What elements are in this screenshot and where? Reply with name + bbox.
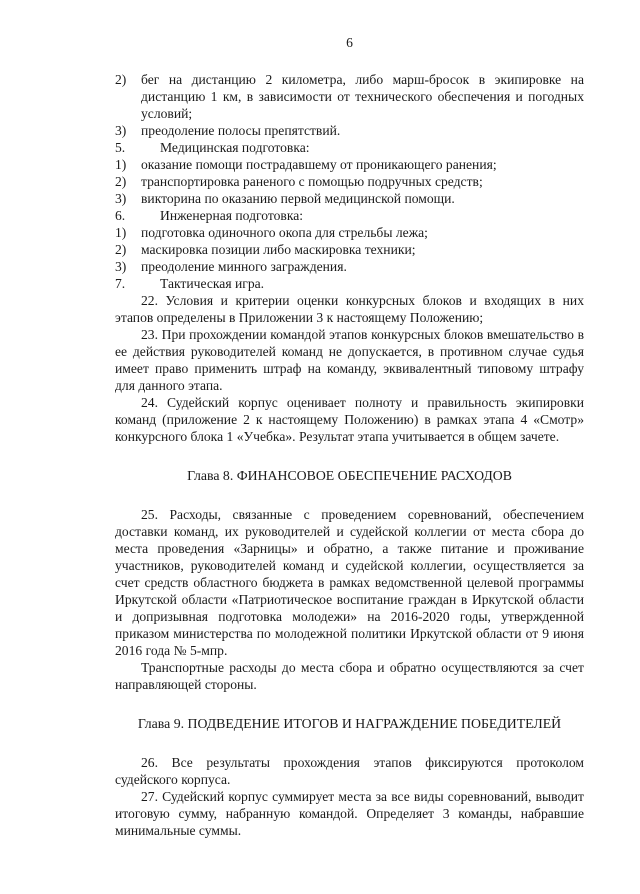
list-marker: 2) bbox=[115, 174, 127, 189]
list-marker: 3) bbox=[115, 123, 127, 138]
list-item bbox=[115, 122, 584, 139]
chapter-9-title: Глава 9. ПОДВЕДЕНИЕ ИТОГОВ И НАГРАЖДЕНИЕ ПОБЕДИТЕЛЕЙ bbox=[137, 716, 562, 731]
chapter8-paragraphs bbox=[115, 506, 584, 693]
list-text: Медицинская подготовка: bbox=[160, 140, 310, 155]
paragraph-24: 24. Судейский корпус оценивает полноту и правильность экипировки команд (приложение 2 к настоящему Положению) в рамках этапа 4 «Смотр» конкурсного блока 1 «Учебка». Результат этапа учитывается в общем зачете. bbox=[115, 395, 584, 444]
paragraph-22: 22. Условия и критерии оценки конкурсных блоков и входящих в них этапов определены в Приложении 3 к настоящему Положению; bbox=[115, 293, 584, 325]
list-text: Тактическая игра. bbox=[160, 276, 265, 291]
list-text: преодоление минного заграждения. bbox=[141, 259, 347, 274]
list-marker: 6. bbox=[115, 208, 126, 223]
chapter7-paragraphs bbox=[115, 292, 584, 445]
list-text: оказание помощи пострадавшему от проникающего ранения; bbox=[141, 157, 497, 172]
list-marker: 3) bbox=[115, 259, 127, 274]
list-marker: 5. bbox=[115, 140, 126, 155]
list-text: викторина по оказанию первой медицинской помощи. bbox=[141, 191, 455, 206]
paragraph-26: 26. Все результаты прохождения этапов фиксируются протоколом судейского корпуса. bbox=[115, 755, 584, 787]
section-heading bbox=[115, 275, 584, 292]
page-number: 6 bbox=[346, 35, 353, 50]
list-marker: 2) bbox=[115, 72, 127, 87]
list-item bbox=[115, 258, 584, 275]
list-marker: 2) bbox=[115, 242, 127, 257]
list-marker: 3) bbox=[115, 191, 127, 206]
list-block bbox=[115, 71, 584, 292]
list-item bbox=[115, 173, 584, 190]
list-text: маскировка позиции либо маскировка техники; bbox=[141, 242, 416, 257]
paragraph-23: 23. При прохождении командой этапов конкурсных блоков вмешательство в ее действия руководителей команд не допускается, в противном случае судья имеет право применить штраф на команду, эквивалентный типовому штрафу для данного этапа. bbox=[115, 327, 584, 393]
paragraph-27: 27. Судейский корпус суммирует места за все виды соревнований, выводит итоговую сумму, набранную командой. Определяет 3 команды, набравшие минимальные суммы. bbox=[115, 789, 584, 838]
paragraph-transport: Транспортные расходы до места сбора и обратно осуществляются за счет направляющей стороны. bbox=[115, 660, 584, 692]
list-item bbox=[115, 241, 584, 258]
section-heading bbox=[115, 207, 584, 224]
list-item bbox=[115, 71, 584, 122]
list-text: подготовка одиночного окопа для стрельбы лежа; bbox=[141, 225, 428, 240]
list-text: Инженерная подготовка: bbox=[160, 208, 304, 223]
chapter9-paragraphs bbox=[115, 754, 584, 839]
list-marker: 7. bbox=[115, 276, 126, 291]
list-text: преодоление полосы препятствий. bbox=[141, 123, 341, 138]
list-text: транспортировка раненого с помощью подручных средств; bbox=[141, 174, 483, 189]
chapter-8-title: Глава 8. ФИНАНСОВОЕ ОБЕСПЕЧЕНИЕ РАСХОДОВ bbox=[187, 468, 512, 483]
section-heading bbox=[115, 139, 584, 156]
list-marker: 1) bbox=[115, 225, 127, 240]
list-item bbox=[115, 190, 584, 207]
list-marker: 1) bbox=[115, 157, 127, 172]
list-item bbox=[115, 224, 584, 241]
list-text: бег на дистанцию 2 километра, либо марш-бросок в экипировке на дистанцию 1 км, в зависимости от технического обеспечения и погодных условий; bbox=[141, 72, 584, 121]
paragraph-25: 25. Расходы, связанные с проведением соревнований, обеспечением доставки команд, их руководителей и судейской коллегии от места сбора до места проведения «Зарницы» и обратно, а также питание и проживание участников, руководителей команд и судейской коллегии, осуществляется за счет средств областного бюджета в рамках ведомственной целевой программы Иркутской области «Патриотическое воспитание граждан в Иркутской области и допризывная подготовка молодежи» на 2016-2020 годы, утвержденной приказом министерства по молодежной политики Иркутской области от 9 июня 2016 года № 5-мпр. bbox=[115, 507, 584, 658]
list-item bbox=[115, 156, 584, 173]
